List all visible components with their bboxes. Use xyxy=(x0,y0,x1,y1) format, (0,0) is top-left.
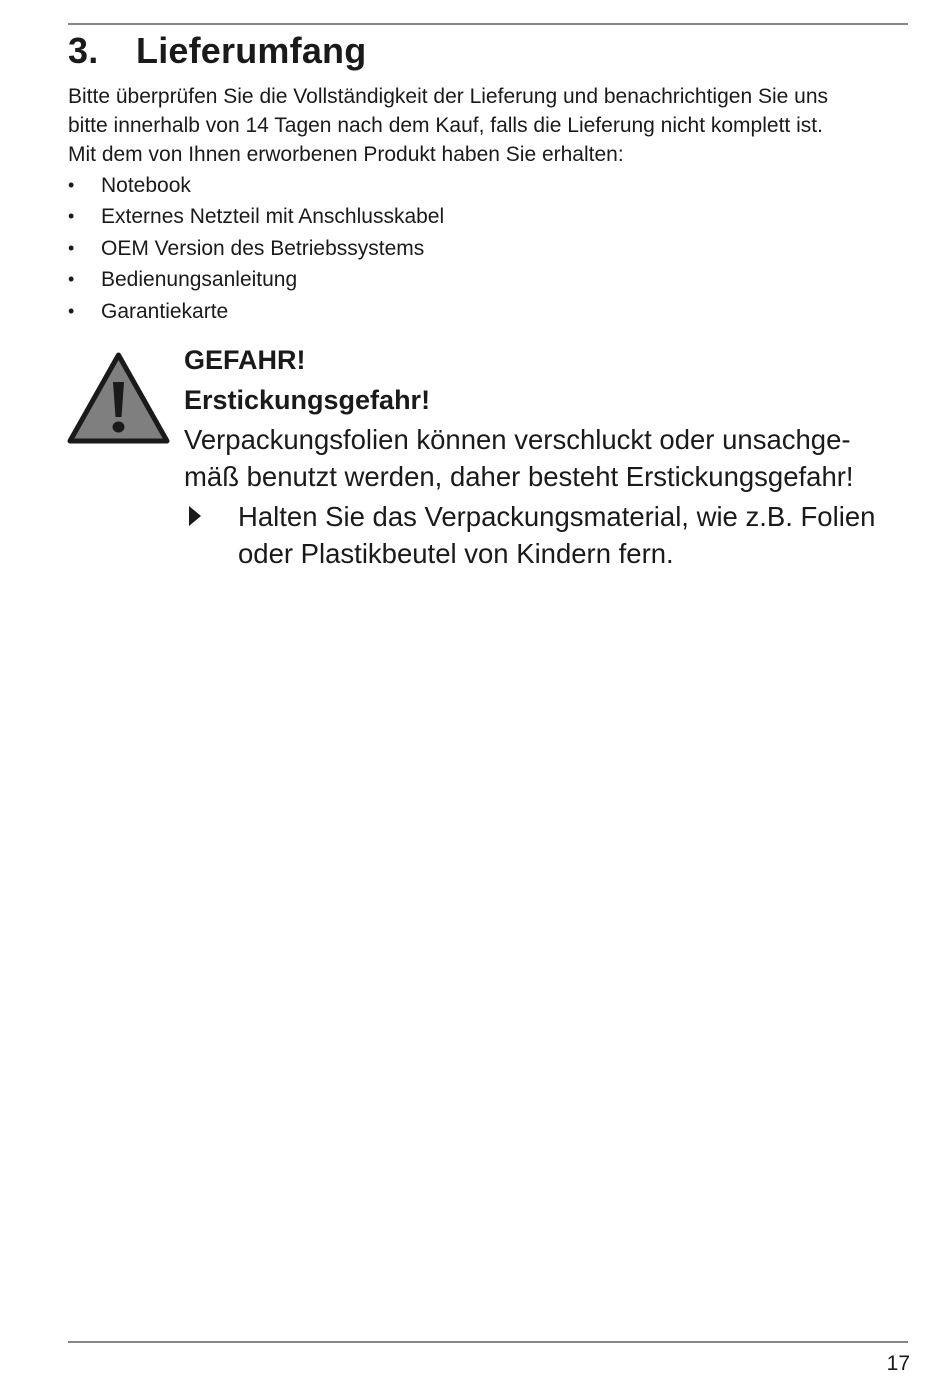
danger-label: GEFAHR! xyxy=(184,345,306,375)
intro-line: bitte innerhalb von 14 Tagen nach dem Kauf, falls die Lieferung nicht komplett ist. xyxy=(68,114,823,137)
list-item xyxy=(68,170,444,201)
bullet: • xyxy=(68,206,75,227)
list-item xyxy=(68,296,444,327)
section-heading xyxy=(68,30,366,72)
list-item xyxy=(68,264,444,295)
danger-action-line: oder Plastikbeutel von Kindern fern. xyxy=(238,538,674,569)
top-divider xyxy=(68,23,908,25)
section-title: Lieferumfang xyxy=(136,30,367,71)
list-item-label: OEM Version des Betriebssystems xyxy=(101,236,425,260)
triangle-right-icon xyxy=(188,505,202,527)
bullet: • xyxy=(68,175,75,195)
section-number: 3. xyxy=(68,30,99,71)
danger-action xyxy=(238,498,918,572)
list-item-label: Externes Netzteil mit Anschlusskabel xyxy=(101,205,445,229)
bottom-divider xyxy=(68,1341,908,1343)
danger-subtitle: Erstickungsgefahr! xyxy=(184,385,431,415)
danger-description xyxy=(184,421,909,495)
list-item xyxy=(68,201,444,232)
bullet: • xyxy=(68,269,75,290)
danger-description-line: mäß benutzt werden, daher besteht Erstickungsgefahr! xyxy=(184,461,854,492)
danger-description-line: Verpackungsfolien können verschluckt oder unsachge- xyxy=(184,424,851,455)
list-item xyxy=(68,233,444,264)
intro-line: Mit dem von Ihnen erworbenen Produkt haben Sie erhalten: xyxy=(68,143,624,166)
bullet: • xyxy=(68,237,75,258)
danger-action-line: Halten Sie das Verpackungsmaterial, wie z.B. Folien xyxy=(238,501,876,532)
intro-line: Bitte überprüfen Sie die Vollständigkeit der Lieferung und benachrichtigen Sie uns xyxy=(68,85,829,108)
delivery-items-list xyxy=(68,170,444,327)
page-number: 17 xyxy=(886,1352,910,1375)
list-item-label: Bedienungsanleitung xyxy=(101,268,298,292)
intro-paragraph xyxy=(68,82,913,169)
list-item-label: Notebook xyxy=(101,174,191,197)
bullet: • xyxy=(68,300,75,321)
list-item-label: Garantiekarte xyxy=(101,299,229,323)
warning-triangle-icon xyxy=(67,352,170,445)
